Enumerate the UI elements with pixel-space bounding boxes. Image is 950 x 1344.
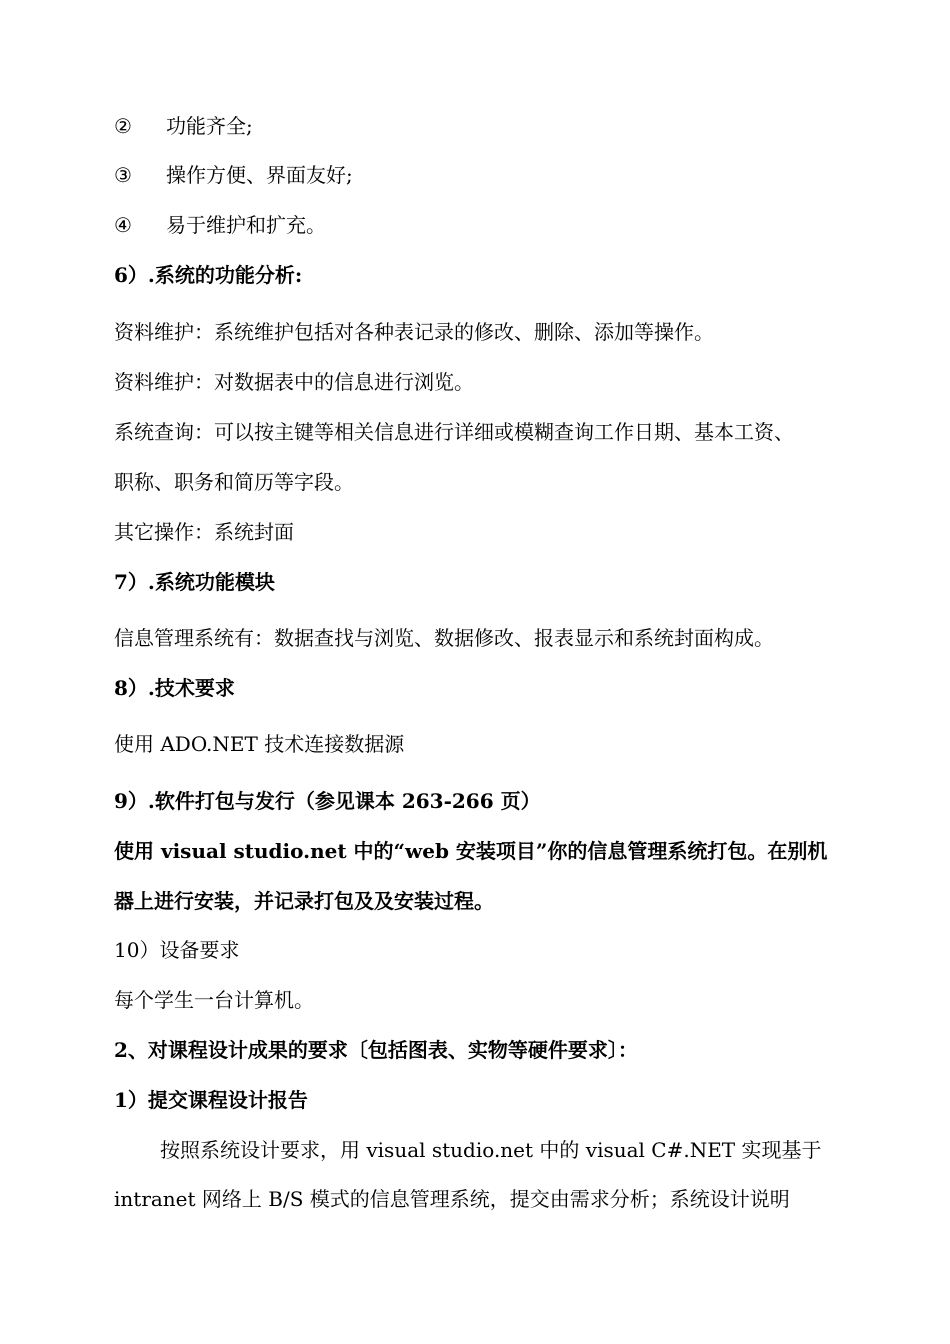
paragraph-line: 信息管理系统有：数据查找与浏览、数据修改、报表显示和系统封面构成。 (114, 626, 774, 650)
paragraph-line: 其它操作：系统封面 (114, 520, 294, 544)
section-heading-9: 9）.软件打包与发行（参见课本 263-266 页） (114, 789, 541, 813)
paragraph-line: 资料维护：系统维护包括对各种表记录的修改、删除、添加等操作。 (114, 320, 714, 344)
list-item-text: 功能齐全; (166, 114, 253, 138)
section-heading-2: 2、对课程设计成果的要求〔包括图表、实物等硬件要求〕： (114, 1038, 638, 1062)
list-marker: ② (114, 114, 132, 138)
list-item-text: 操作方便、界面友好; (166, 163, 353, 187)
list-item-4 (114, 213, 326, 237)
section-heading-6: 6）.系统的功能分析: (114, 263, 303, 287)
paragraph-line: 职称、职务和简历等字段。 (114, 470, 354, 494)
list-item-2 (114, 114, 253, 138)
bold-paragraph-line: 使用 visual studio.net 中的“web 安装项目”你的信息管理系统打包。在别机 (114, 839, 828, 863)
paragraph-line: 系统查询：可以按主键等相关信息进行详细或模糊查询工作日期、基本工资、 (114, 420, 794, 444)
paragraph-line: 资料维护：对数据表中的信息进行浏览。 (114, 370, 474, 394)
list-item-3 (114, 163, 353, 187)
paragraph-line: 按照系统设计要求，用 visual studio.net 中的 visual C#.NET 实现基于 (160, 1138, 822, 1162)
bold-paragraph-line: 器上进行安装，并记录打包及及安装过程。 (114, 889, 494, 913)
subsection-heading-1: 1）提交课程设计报告 (114, 1088, 308, 1112)
section-heading-10: 10）设备要求 (114, 938, 240, 962)
list-marker: ④ (114, 213, 132, 237)
section-heading-8: 8）.技术要求 (114, 676, 235, 700)
list-item-text: 易于维护和扩充。 (166, 213, 326, 237)
paragraph-line: 使用 ADO.NET 技术连接数据源 (114, 732, 405, 756)
list-marker: ③ (114, 163, 132, 187)
paragraph-line: intranet 网络上 B/S 模式的信息管理系统，提交由需求分析；系统设计说明 (114, 1187, 790, 1211)
section-heading-7: 7）.系统功能模块 (114, 570, 275, 594)
paragraph-line: 每个学生一台计算机。 (114, 988, 314, 1012)
